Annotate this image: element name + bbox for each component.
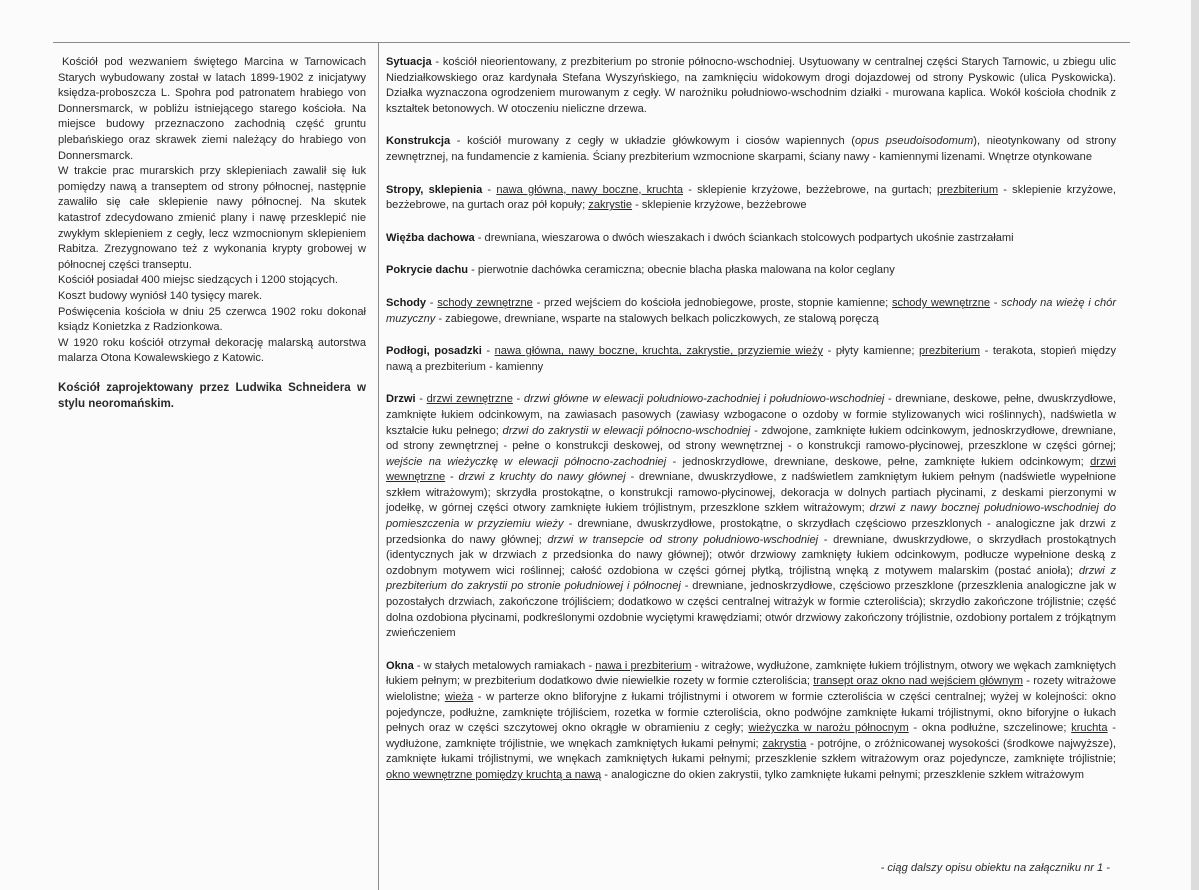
section-sytuacja [386, 55, 1116, 117]
label-podlogi: Podłogi, posadzki [386, 345, 482, 358]
label-pokrycie: Pokrycie dachu [386, 264, 469, 277]
history-paragraph-1: Kościół pod wezwaniem świętego Marcina w Tarnowicach Starych wybudowany został w latach 1899-1902 z inicjatywy księdza-proboszcza L. Spohra pod patronatem hrabiego von Donnersmarck, w pobliżu istniejącego starego kościoła. Na miejsce budowy przeznaczono zachodnią część gruntu plebańskiego oraz skrawek ziemi należący do hrabiego von Donnersmarck. [58, 56, 366, 162]
scan-edge [1191, 0, 1199, 890]
text-drzwi-0: - [415, 393, 427, 406]
section-schody [386, 296, 1116, 327]
text-schody-0: - [426, 296, 438, 309]
text-okna-u5: kruchta [1071, 722, 1108, 735]
text-schody-3: - zabiegowe, drewniane, wsparte na stalowych belkach policzkowych, ze stalową poręczą [435, 312, 879, 325]
text-drzwi-i7: drzwi z prezbiterium do zakrystii po stronie południowej i północnej [386, 564, 1116, 593]
section-drzwi [386, 392, 1116, 642]
text-stropy-1: - sklepienie krzyżowe, bezżebrowe, na gurtach; [683, 183, 938, 196]
text-okna-u3: wieża [444, 691, 474, 703]
text-podlogi-2: - terakota, stopień między nawą a prezbiterium - kamienny [386, 345, 1117, 373]
text-okna-u4: wieżyczka w narożu północnym [748, 722, 909, 735]
text-okna-4: - okna podłużne, szczelinowe; [908, 722, 1072, 735]
section-okna [386, 659, 1116, 784]
section-stropy [386, 183, 1116, 214]
text-drzwi-u2: drzwi wewnętrzne [386, 455, 1116, 484]
text-konstrukcja-2: ), nieotynkowany od strony zewnętrznej, na fundamencie z kamienia. Ściany prezbiterium wzmocnione skarpami, ściany nawy - kamiennymi lizenami. Wnętrze otynkowane [386, 135, 1116, 163]
history-paragraph-5: Poświęcenia kościoła w dniu 25 czerwca 1902 roku dokonał ksiądz Konietzka z Radzionkowa. [58, 305, 366, 334]
text-drzwi-2: - drewniane, deskowe, pełne, dwuskrzydłowe, zamknięte łukiem odcinkowym, na zawiasach pasowych (zawiasy wzbogacone o ozdoby w formie stylizowanych wici roślinnych), nadświetla w kształcie łuku pełnego; [386, 393, 1117, 437]
top-rule [53, 42, 1130, 43]
text-schody-italic: schody na wieżę i chór muzyczny [386, 296, 1117, 325]
label-wiezba: Więźba dachowa [386, 231, 475, 244]
text-okna-2: - rozety witrażowe wielolistne; [386, 675, 1116, 703]
text-drzwi-3: - zdwojone, zamknięte łukiem odcinkowym, jednoskrzydłowe, drewniane, od strony zewnętrznej - pełne o konstrukcji deskowej, od strony wewnętrznej - o konstrukcji ramowo-płycinowej, przeszklone w części górnej; [386, 424, 1116, 453]
text-pokrycie: - pierwotnie dachówka ceramiczna; obecnie blacha płaska malowana na kolor ceglany [468, 264, 895, 277]
section-podlogi [386, 344, 1116, 375]
text-okna-u7: okno wewnętrzne pomiędzy kruchtą a nawą [386, 768, 602, 781]
text-drzwi-i4: drzwi z kruchty do nawy głównej [458, 471, 626, 484]
spacer [58, 367, 366, 380]
label-konstrukcja: Konstrukcja [386, 135, 451, 148]
text-podlogi-u2: prezbiterium [918, 345, 981, 358]
text-okna-u2: transept oraz okno nad wejściem głównym [813, 675, 1024, 688]
label-okna: Okna [386, 659, 414, 672]
text-okna-5: - wydłużone, zamknięte trójlistnie, we wnękach zamkniętych łukami pełnymi; [386, 722, 1116, 750]
designer-note: Kościół zaprojektowany przez Ludwika Schneidera w stylu neoromańskim. [58, 380, 366, 410]
text-stropy-u3: zakrystie [588, 199, 633, 212]
text-okna-7: - analogiczne do okien zakrystii, tylko zamknięte łukami pełnymi; przeszklenie szkłem witrażowym [601, 768, 1084, 781]
history-paragraph-6: W 1920 roku kościół otrzymał dekorację malarską autorstwa malarza Otona Kowalewskiego z Katowic. [58, 336, 366, 365]
label-schody: Schody [386, 296, 427, 309]
text-drzwi-i6: drzwi w transepcie od strony południowo-wschodniej [547, 533, 819, 546]
text-stropy-2: - sklepienie krzyżowe, bezżebrowe, na gurtach oraz pół kopuły; [386, 183, 1117, 212]
text-podlogi-1: - płyty kamienne; [823, 345, 919, 358]
text-drzwi-6: - drewniane, dwuskrzydłowe, z nadświetlem zamkniętym łukiem pełnym (nadświetle wypełnione szkłem witrażowym); skrzydła prostokątne, o konstrukcji ramowo-płycinowej, dekoracja w dolnych partiach płycinami, z deskami pierzonymi w jodełkę, w górnej części otwory zamknięte łukiem trójlistnym, przeszklone szkłem witrażowym; [386, 471, 1116, 515]
text-okna-u1: nawa i prezbiterium [595, 659, 692, 672]
description-column [386, 55, 1117, 874]
text-konstrukcja-1: - kościół murowany z cegły w układzie główkowym i ciosów wapiennych ( [450, 135, 855, 148]
section-konstrukcja [386, 134, 1116, 165]
label-drzwi: Drzwi [386, 393, 416, 406]
text-sytuacja: - kościół nieorientowany, z prezbiterium po stronie północno-wschodniej. Usytuowany w centralnej części Starych Tarnowic, u zbiegu ulic Niedziałkowskiego oraz kardynała Stefana Wyszyńskiego, na zamknięciu widokowym drogi dojazdowej od strony Pyskowic (ulica Pyskowicka). Działka wyznaczona ogrodzeniem murowanym z cegły. W narożniku południowo-wschodnim działki - murowana kaplica. Wokół kościoła chodnik z kształtek betonowych. W otoczeniu nieliczne drzewa. [386, 56, 1116, 115]
text-podlogi-u1: nawa główna, nawy boczne, kruchta, zakrystie, przyziemie wieży [494, 345, 824, 358]
text-konstrukcja-italic: opus pseudoisodomum [855, 135, 974, 148]
text-okna-0: - w stałych metalowych ramiakach - [413, 659, 596, 672]
history-paragraph-2: W trakcie prac murarskich przy sklepieniach zawalił się łuk pomiędzy nawą a transeptem od strony północnej, następnie zawaliło się całe sklepienie nawy północnej. Na skutek katastrof zdecydowano zmienić plany i nawę przesklepić nie zwykłym sklepieniem z cegły, lecz wzmocnionym sklepieniem Rabitza. Zrezygnowano też z wykonania krypty grobowej w północnej części transeptu. [58, 165, 366, 271]
text-drzwi-1: - [512, 393, 524, 406]
text-drzwi-5: - [445, 471, 459, 484]
history-column [58, 55, 366, 412]
section-wiezba [386, 231, 1116, 247]
text-stropy-0: - [482, 183, 497, 196]
text-schody-u1: schody zewnętrzne [437, 296, 533, 309]
history-paragraph-3: Kościół posiadał 400 miejsc siedzących i 1200 stojących. [58, 274, 338, 287]
text-okna-6: - potrójne, o zróżnicowanej wysokości (środkowe najwyższe), zamknięte łukami trójlistnymi, we wnękach zamkniętych łukami pełnymi; przeszklenie szkłem witrażowym oraz pojedyncze, zamknięte trójlistnie; [386, 737, 1116, 766]
text-drzwi-8: - drewniane, dwuskrzydłowe, o skrzydłach prostokątnych (identycznych jak w drzwiach z przedsionka do nawy głównej); otwór drzwiowy zamknięty łukiem odcinkowym, podłucze wypełnione deską z ozdobnym motywem wici roślinnej; całość ozdobiona w części górnej płytką, trójlistną wnęką z motywem malarskim (postać anioła); [386, 533, 1116, 577]
continuation-note: - ciąg dalszy opisu obiektu na załączniku nr 1 - [880, 862, 1110, 874]
text-schody-2: - [990, 296, 1002, 309]
text-okna-u6: zakrystia [762, 737, 807, 750]
text-drzwi-i5: drzwi z nawy bocznej południowo-wschodniej do pomieszczenia w przyziemiu wieży [386, 502, 1116, 531]
text-drzwi-i2: drzwi do zakrystii w elewacji północno-wschodniej [502, 424, 751, 437]
section-pokrycie [386, 263, 1116, 279]
text-drzwi-9: - drewniane, jednoskrzydłowe, częściowo przeszklone (przeszklenia analogiczne jak w pozostałych drzwiach, zakończone trójliściem; dodatkowo w części centralnej witrażyk w formie czteroliścia); skrzydło zakończone trójlistnie; część dolna ozdobiona płycinami, podkreślonymi ozdobnie wyciętymi krawędziami; otwór drzwiowy zakończony trójlistnie, ozdobiony portalem z trójkątnym zwieńczeniem [386, 580, 1116, 640]
text-drzwi-u1: drzwi zewnętrzne [426, 393, 513, 406]
text-drzwi-4: - jednoskrzydłowe, drewniane, deskowe, pełne, zamknięte łukiem odcinkowym; [666, 455, 1091, 468]
text-stropy-3: - sklepienie krzyżowe, bezżebrowe [632, 199, 807, 212]
text-stropy-u1: nawa główna, nawy boczne, kruchta [496, 183, 683, 196]
history-paragraph-4: Koszt budowy wyniósł 140 tysięcy marek. [58, 289, 263, 302]
text-okna-1: - witrażowe, wydłużone, zamknięte łukiem trójlistnym, otwory we wękach zamkniętych łukiem pełnym; w prezbiterium dodatkowo dwie niewielkie rozety w formie czteroliścia; [386, 659, 1117, 688]
text-wiezba: - drewniana, wieszarowa o dwóch wieszakach i dwóch ściankach stolcowych podpartych ukośnie zastrzałami [474, 231, 1014, 244]
text-schody-u2: schody wewnętrzne [891, 296, 991, 309]
text-drzwi-7: - drewniane, dwuskrzydłowe, prostokątne, o skrzydłach częściowo przeszklonych - analogiczne jak drzwi z przedsionka do nawy głównej; [386, 518, 1116, 546]
text-drzwi-i1: drzwi główne w elewacji południowo-zachodniej i południowo-wschodniej [523, 393, 885, 406]
text-podlogi-0: - [481, 345, 495, 358]
text-schody-1: - przed wejściem do kościoła jednobiegowe, proste, stopnie kamienne; [532, 296, 892, 309]
label-sytuacja: Sytuacja [386, 56, 432, 68]
text-okna-3: - w parterze okno bliforyjne z łukami trójlistnymi i otworem w formie czteroliścia w części centralnej; wyżej w kolejności: okno pojedyncze, podłużne, zamknięte trójliściem, rozetka w formie czteroliścia, okno podwójne zamknięte łukami trójlistnymi, okno biforyjne o łukach pełnych oraz w części szczytowej okno okrągłe w obramieniu z cegły; [386, 691, 1116, 735]
text-stropy-u2: prezbiterium [937, 183, 999, 196]
column-divider [378, 42, 379, 890]
text-drzwi-i3: wejście na wieżyczkę w elewacji północno-zachodniej [386, 455, 667, 468]
label-stropy: Stropy, sklepienia [386, 183, 483, 196]
